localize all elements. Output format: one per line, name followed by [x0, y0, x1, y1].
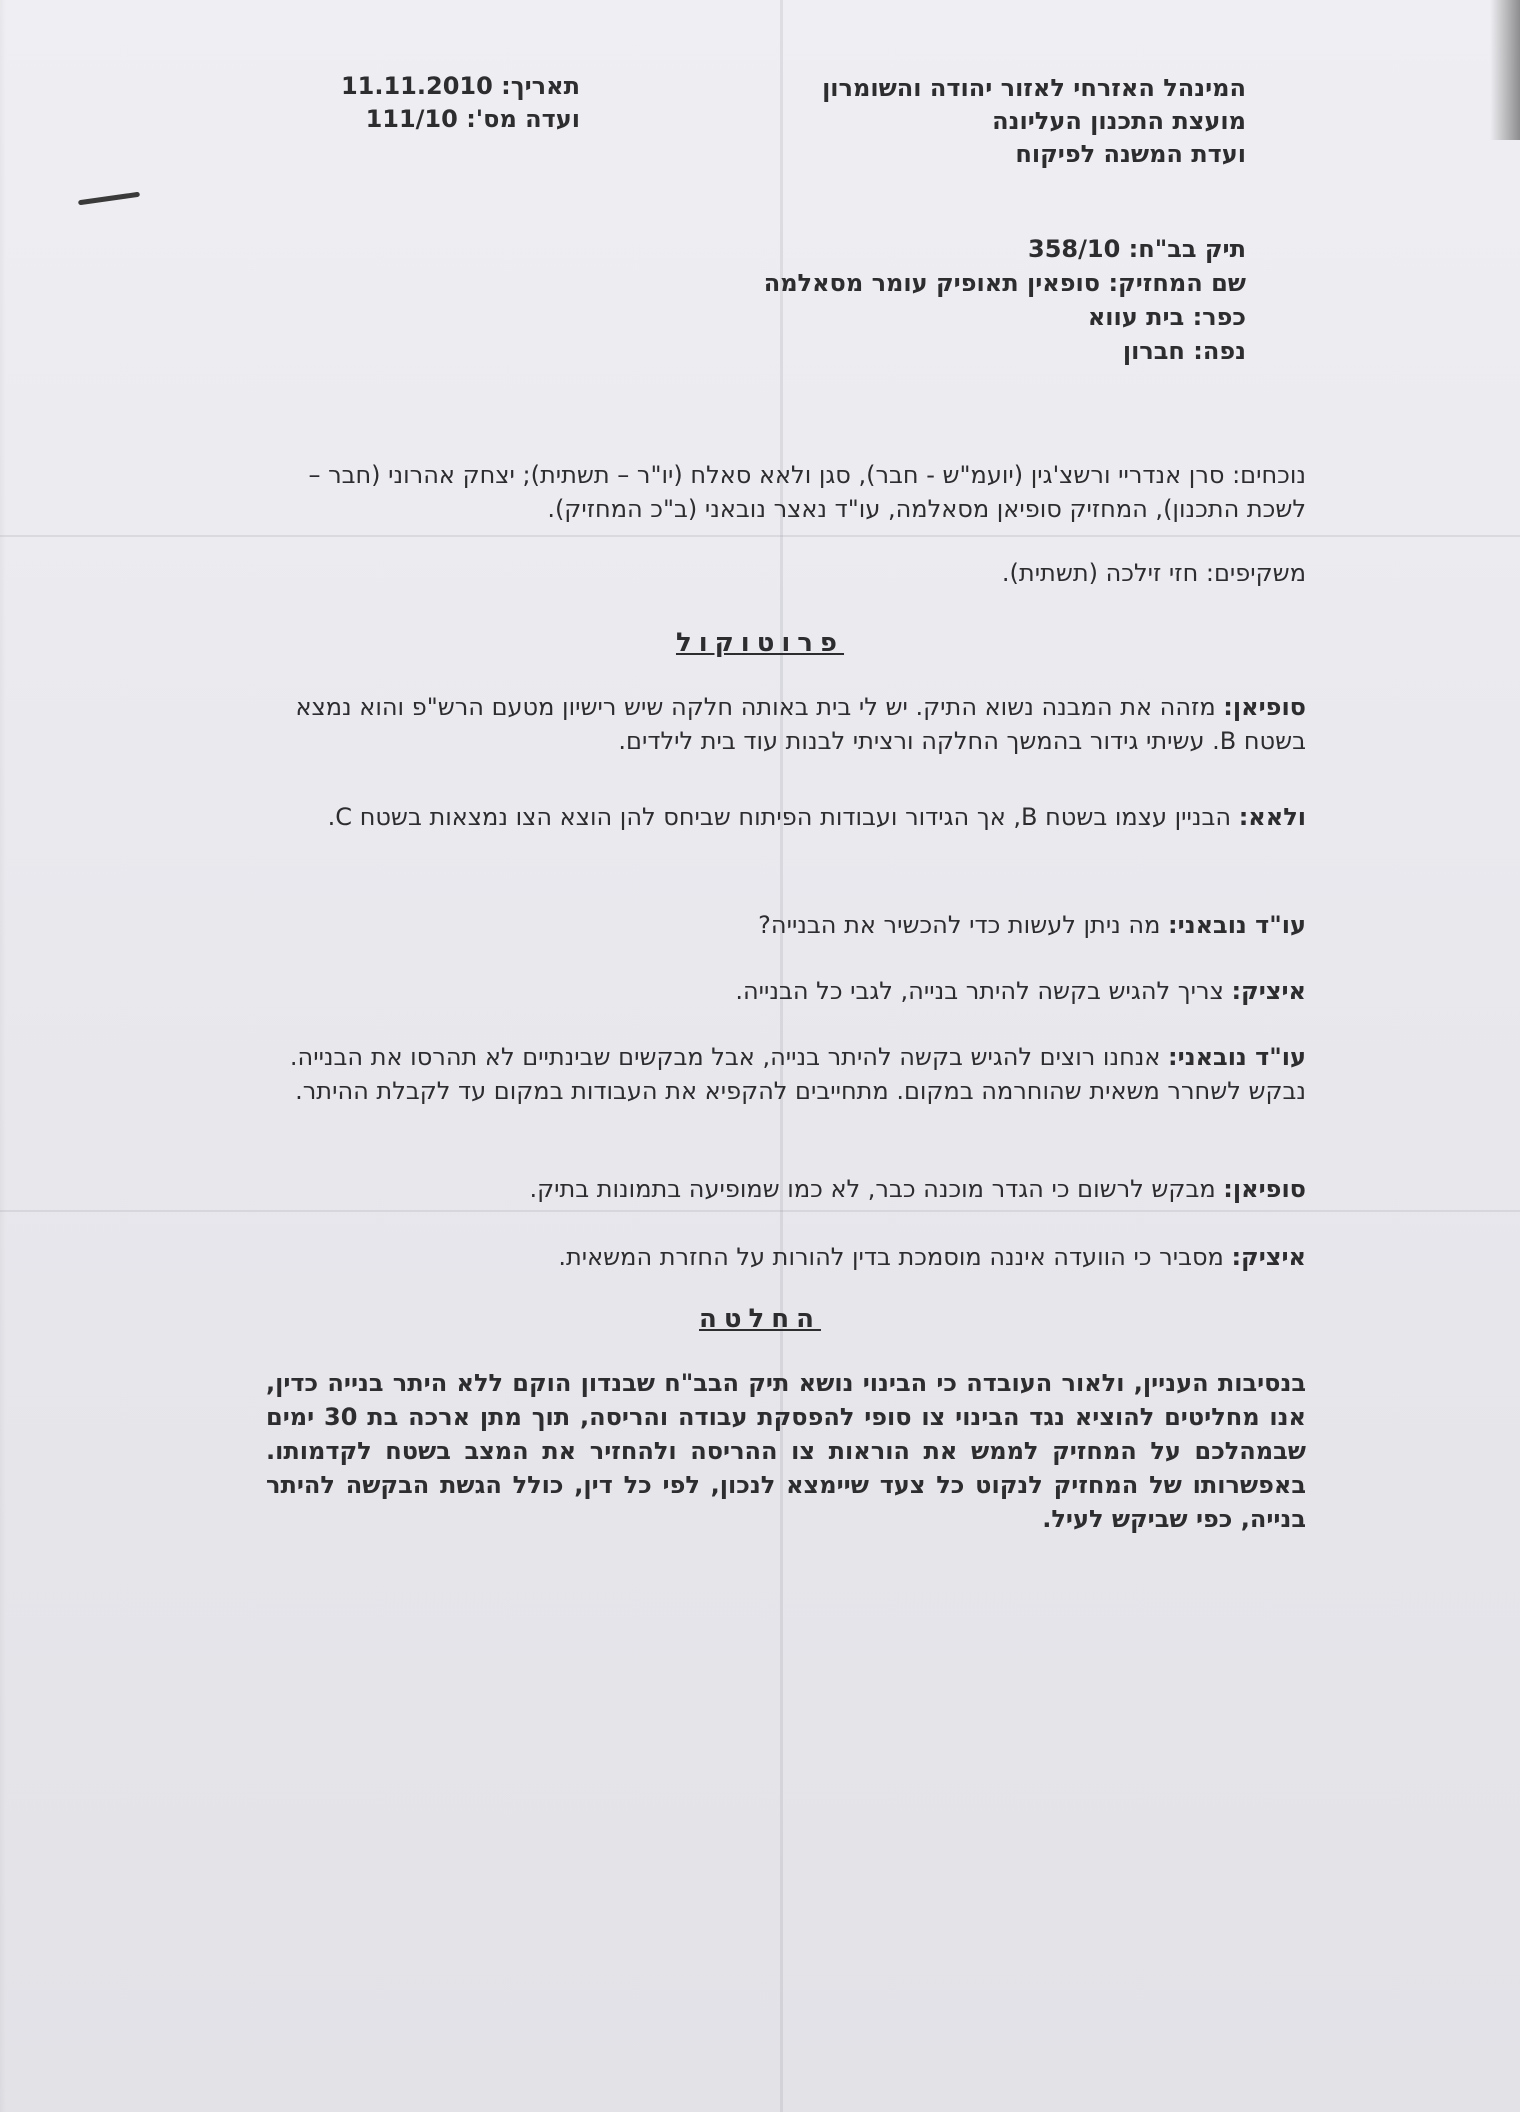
- date-value: 11.11.2010: [340, 72, 493, 100]
- observers-label: משקיפים:: [1205, 559, 1306, 587]
- protocol-entry: [266, 800, 1306, 834]
- district-value: חברון: [1122, 337, 1185, 365]
- corner-shadow: [1490, 0, 1520, 140]
- protocol-title: פרוטוקול: [675, 628, 845, 658]
- committee-label: ועדה מס':: [466, 105, 580, 133]
- protocol-entry: [266, 908, 1306, 942]
- committee-value: 111/10: [365, 105, 458, 133]
- org-line: ועדת המשנה לפיקוח: [1015, 140, 1246, 168]
- village-label: כפר:: [1192, 303, 1246, 331]
- decision-paragraph: בנסיבות העניין, ולאור העובדה כי הבינוי נושא תיק הבב"ח שבנדון הוקם ללא היתר בנייה כדין, אנו מחליטים להוציא נגד הבינוי צו סופי להפסקת עבודה והריסה, תוך מתן ארכה בת 30 ימים שבמהלכם על המחזיק לממש את הוראות צו ההריסה ולהחזיר את המצב בשטח לקדמותו. באפשרותו של המחזיק לנקוט כל צעד שיימצא לנכון, לפי כל דין, כולל הגשת הבקשה להיתר בנייה, כפי שביקש לעיל.: [266, 1369, 1306, 1533]
- speaker-name: ולאא:: [1238, 803, 1306, 831]
- committee-line: [280, 103, 580, 136]
- district-label: נפה:: [1193, 337, 1246, 365]
- village-value: בית עווא: [1087, 303, 1185, 331]
- speaker-name: איציק:: [1231, 1243, 1306, 1271]
- protocol-text: מזהה את המבנה נשוא התיק. יש לי בית באותה חלקה שיש רישיון מטעם הרש"פ והוא נמצא בשטח B. עשיתי גידור בהמשך החלקה ורציתי לבנות עוד בית לילדים.: [295, 693, 1306, 755]
- date-committee-block: [280, 70, 580, 136]
- protocol-text: מבקש לרשום כי הגדר מוכנה כבר, לא כמו שמופיעה בתמונות בתיק.: [529, 1175, 1216, 1203]
- protocol-entry: [266, 690, 1306, 758]
- protocol-entry: [266, 1240, 1306, 1274]
- file-label: תיק בב"ח:: [1128, 235, 1246, 263]
- attendees-paragraph: [266, 458, 1306, 526]
- file-info-block: [546, 232, 1246, 368]
- attendees-text: סרן אנדריי ורשצ'גין (יועמ"ש - חבר), סגן ולאא סאלח (יו"ר – תשתית); יצחק אהרוני (חבר – לשכת התכנון), המחזיק סופיאן מסאלמה, עו"ד נאצר נובאני (ב"כ המחזיק).: [308, 461, 1306, 523]
- holder-line: [546, 266, 1246, 300]
- organization-header: [686, 72, 1246, 171]
- protocol-entry: [266, 1172, 1306, 1206]
- speaker-name: איציק:: [1231, 977, 1306, 1005]
- protocol-text: צריך להגיש בקשה להיתר בנייה, לגבי כל הבנייה.: [735, 977, 1224, 1005]
- protocol-text: הבניין עצמו בשטח B, אך הגידור ועבודות הפיתוח שביחס להן הוצא הצו נמצאות בשטח C.: [327, 803, 1232, 831]
- speaker-name: עו"ד נובאני:: [1168, 911, 1306, 939]
- date-line: [280, 70, 580, 103]
- protocol-text: מה ניתן לעשות כדי להכשיר את הבנייה?: [758, 911, 1161, 939]
- date-label: תאריך:: [501, 72, 580, 100]
- cut-off-footer-text: [700, 2090, 820, 2112]
- protocol-entry: [266, 1040, 1306, 1108]
- observers-paragraph: [266, 556, 1306, 590]
- protocol-text: מסביר כי הוועדה איננה מוסמכת בדין להורות על החזרת המשאית.: [558, 1243, 1224, 1271]
- pen-mark: [78, 192, 140, 206]
- org-line: המינהל האזרחי לאזור יהודה והשומרון: [822, 74, 1246, 102]
- paper-fold-horizontal: [0, 535, 1520, 537]
- holder-value: סופאין תאופיק עומר מסאלמה: [763, 269, 1101, 297]
- district-line: [546, 334, 1246, 368]
- attendees-label: נוכחים:: [1232, 461, 1306, 489]
- decision-title: החלטה: [699, 1304, 821, 1334]
- paper-fold-horizontal: [0, 1210, 1520, 1212]
- speaker-name: סופיאן:: [1223, 693, 1306, 721]
- org-line: מועצת התכנון העליונה: [992, 107, 1246, 135]
- protocol-entry: [266, 974, 1306, 1008]
- observers-text: חזי זילכה (תשתית).: [1001, 559, 1199, 587]
- file-value: 358/10: [1028, 235, 1121, 263]
- holder-label: שם המחזיק:: [1108, 269, 1246, 297]
- speaker-name: עו"ד נובאני:: [1168, 1043, 1306, 1071]
- speaker-name: סופיאן:: [1223, 1175, 1306, 1203]
- file-number-line: [546, 232, 1246, 266]
- protocol-text: אנחנו רוצים להגיש בקשה להיתר בנייה, אבל מבקשים שבינתיים לא תהרסו את הבנייה. נבקש לשחרר משאית שהוחרמה במקום. מתחייבים להקפיא את העבודות במקום עד לקבלת ההיתר.: [289, 1043, 1306, 1105]
- village-line: [546, 300, 1246, 334]
